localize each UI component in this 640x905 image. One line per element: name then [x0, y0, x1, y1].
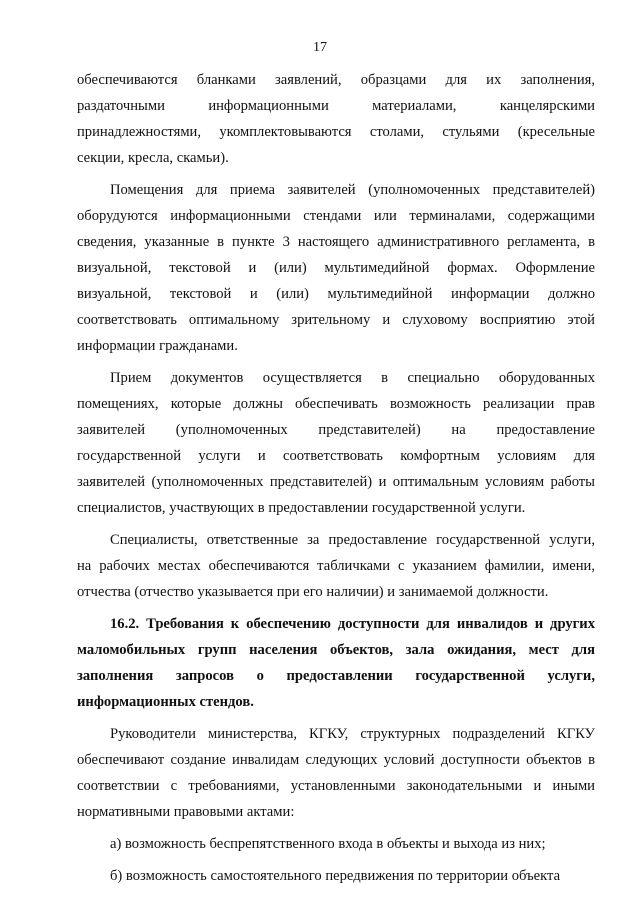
paragraph	[77, 177, 595, 359]
text-line: маломобильных групп населения объектов, зала ожидания, мест для	[77, 642, 595, 658]
section-heading	[77, 611, 595, 715]
text-line: обеспечивают создание инвалидам следующих условий доступности объектов в	[77, 752, 595, 768]
text-line: соответствовать оптимальному зрительному и слуховому восприятию этой	[77, 312, 595, 328]
text-line: соответствии с требованиями, установленными законодательными и иными	[77, 778, 595, 794]
text-line: государственной услуги и соответствовать комфортным условиям для	[77, 448, 595, 464]
text-line: визуальной, текстовой и (или) мультимедийной формах. Оформление	[77, 260, 595, 276]
text-line: секции, кресла, скамьи).	[77, 150, 229, 166]
text-line: оборудуются информационными стендами или терминалами, содержащими	[77, 208, 595, 224]
paragraph	[77, 527, 595, 605]
paragraph	[77, 831, 595, 857]
text-line: сведения, указанные в пункте 3 настоящего административного регламента, в	[77, 234, 595, 250]
text-line: Прием документов осуществляется в специально оборудованных	[110, 370, 595, 386]
text-line: заявителей (уполномоченных представителей) и оптимальным условиям работы	[77, 474, 595, 490]
text-line: визуальной, текстовой и (или) мультимедийной информации должно	[77, 286, 595, 302]
text-line: Руководители министерства, КГКУ, структурных подразделений КГКУ	[110, 726, 595, 742]
text-line: заявителей (уполномоченных представителей) на предоставление	[77, 422, 595, 438]
text-line: а) возможность беспрепятственного входа в объекты и выхода из них;	[110, 836, 546, 852]
text-line: информационных стендов.	[77, 694, 254, 710]
paragraph	[77, 365, 595, 521]
text-line: принадлежностями, укомплектовываются столами, стульями (кресельные	[77, 124, 595, 140]
text-line: на рабочих местах обеспечиваются табличками с указанием фамилии, имени,	[77, 558, 595, 574]
text-line: отчества (отчество указывается при его наличии) и занимаемой должности.	[77, 584, 549, 600]
paragraph	[77, 721, 595, 825]
text-line: информации гражданами.	[77, 338, 238, 354]
document-body	[77, 67, 595, 889]
text-line: помещениях, которые должны обеспечивать возможность реализации прав	[77, 396, 595, 412]
text-line: специалистов, участвующих в предоставлении государственной услуги.	[77, 500, 526, 516]
paragraph	[77, 67, 595, 171]
paragraph	[77, 863, 595, 889]
text-line: раздаточными информационными материалами, канцелярскими	[77, 98, 595, 114]
text-line: заполнения запросов о предоставлении государственной услуги,	[77, 668, 595, 684]
text-line: б) возможность самостоятельного передвижения по территории объекта	[110, 868, 561, 884]
text-line: Специалисты, ответственные за предоставление государственной услуги,	[110, 532, 595, 548]
text-line: обеспечиваются бланками заявлений, образцами для их заполнения,	[77, 72, 595, 88]
text-line: Помещения для приема заявителей (уполномоченных представителей)	[110, 182, 595, 198]
page-number: 17	[313, 40, 327, 55]
text-line: нормативными правовыми актами:	[77, 804, 295, 820]
text-line: 16.2. Требования к обеспечению доступности для инвалидов и других	[110, 616, 595, 632]
